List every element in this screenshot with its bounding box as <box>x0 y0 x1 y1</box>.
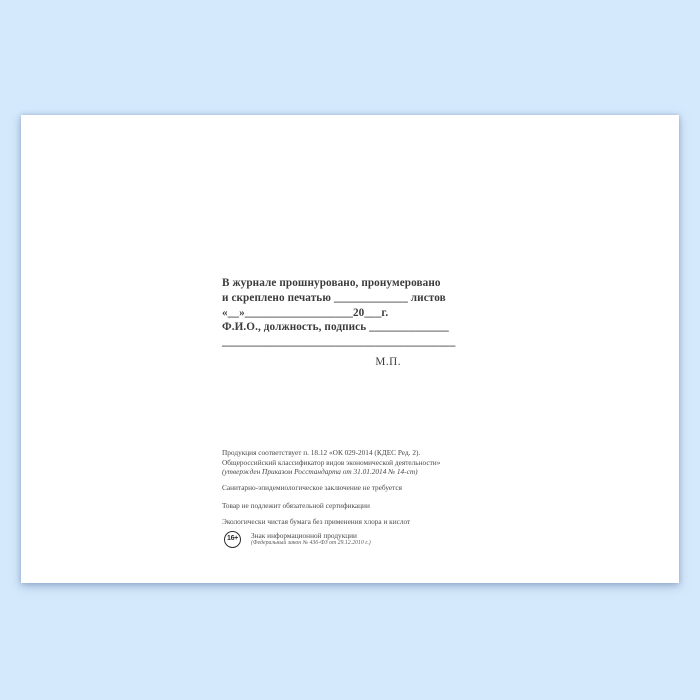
certification-note: Товар не подлежит обязательной сертификации <box>222 501 370 511</box>
age-mark-label: Знак информационной продукции <box>251 530 357 540</box>
stamp-place-label: М.П. <box>375 355 401 368</box>
stamp-line-4: Ф.И.О., должность, подпись ______________ <box>222 321 449 334</box>
sanitary-note: Санитарно-эпидемиологическое заключение не требуется <box>222 482 403 492</box>
age-mark-row <box>222 531 482 548</box>
stamp-line-3: «__»___________________20___г. <box>222 306 389 319</box>
compliance-note-line-3: (утвержден Приказом Росстандарта от 31.01.2014 № 14-ст) <box>222 467 418 477</box>
stamp-line-2: и скреплено печатью _____________ листов <box>222 291 446 304</box>
eco-note: Экологически чистая бумага без применения хлора и кислот <box>222 516 411 526</box>
compliance-note-line-1: Продукция соответствует п. 18.12 «ОК 029-2014 (КДЕС Ред. 2). <box>222 448 421 457</box>
footer-notes <box>222 448 482 548</box>
binding-certification-block <box>222 276 456 370</box>
age-mark-texts <box>251 531 371 548</box>
stamp-line-5-signature-rule: _________________________________________ <box>222 336 456 349</box>
age-16-badge-icon: 16+ <box>224 531 241 548</box>
journal-back-page <box>21 115 679 583</box>
stamp-line-1: В журнале прошнуровано, пронумеровано <box>222 277 441 289</box>
compliance-note-line-2: Общероссийский классификатор видов экономической деятельности» <box>222 457 441 467</box>
age-mark-law-note: (Федеральный закон № 436-ФЗ от 29.12.2010 г.) <box>251 540 371 547</box>
